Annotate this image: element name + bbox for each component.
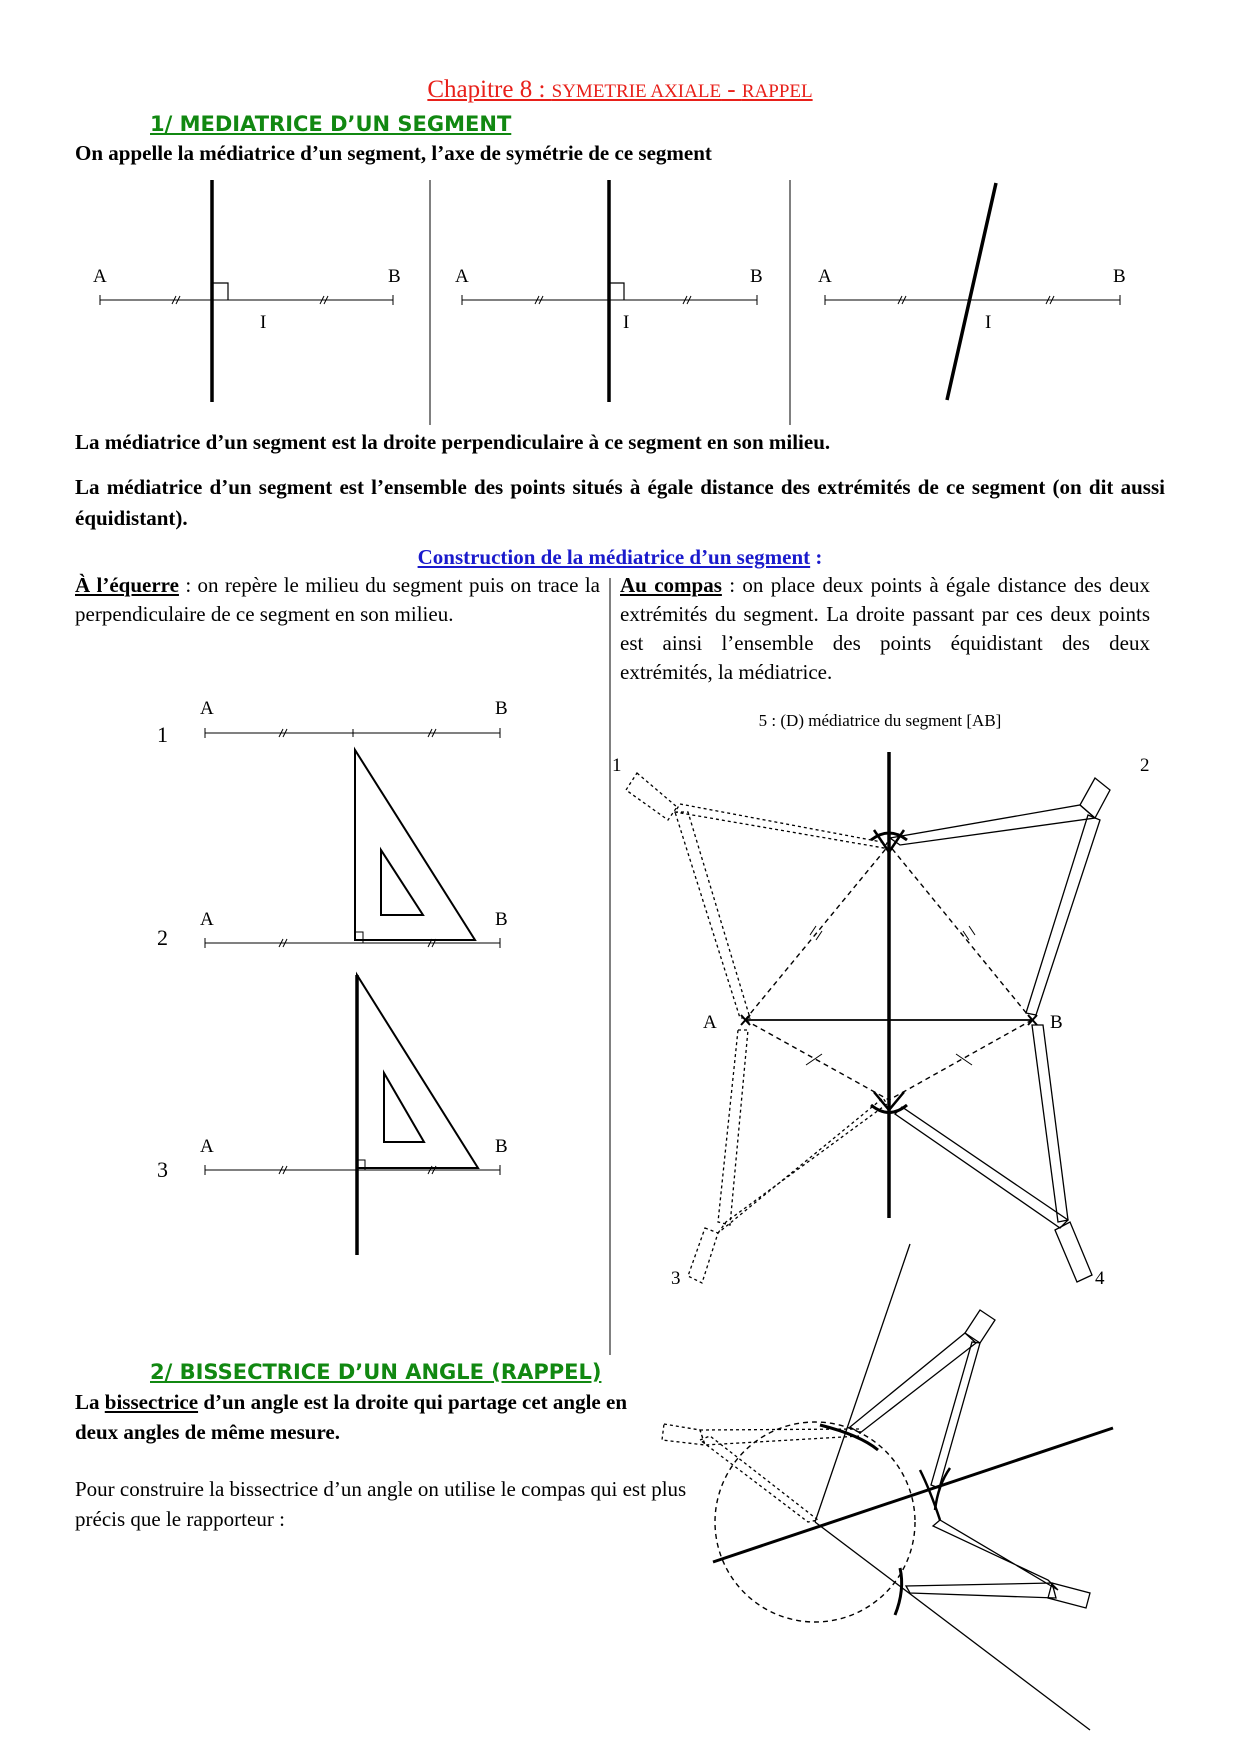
fig1-label-i: I [260, 312, 267, 333]
page-title: Chapitre 8 : SYMETRIE AXIALE - RAPPEL [427, 76, 813, 103]
definition-1: La médiatrice d’un segment est la droite perpendiculaire à ce segment en son milieu. [75, 430, 831, 454]
fig1-label-b: B [388, 266, 401, 287]
definition-2: La médiatrice d’un segment est l’ensemble des points situés à égale distance des extrémités de ce segment (on dit aussi équidistant). [75, 475, 1165, 530]
equerre-2-label-a: A [200, 909, 214, 930]
fig3-label-i: I [985, 312, 992, 333]
construction-heading: Construction de la médiatrice d’un segment : [417, 545, 823, 569]
equerre-3-label-a: A [200, 1136, 214, 1157]
equerre-step-3 [205, 975, 500, 1255]
fig2-label-i: I [623, 312, 630, 333]
bissectrice-method: Pour construire la bissectrice d’un angle on utilise le compas qui est plus précis que le rapporteur : [75, 1477, 687, 1531]
section1-heading: 1/ MEDIATRICE D’UN SEGMENT [150, 112, 512, 136]
fig1-label-a: A [93, 266, 107, 287]
equerre-step-2 [205, 750, 500, 948]
mediatrice-figure-3 [825, 183, 1120, 400]
equerre-paragraph: À l’équerre : on repère le milieu du segment puis on trace la perpendiculaire de ce segment en son milieu. [75, 573, 600, 626]
equerre-1-label-a: A [200, 698, 214, 719]
compas-label-a: A [703, 1012, 717, 1033]
equerre-2-label-b: B [495, 909, 508, 930]
bissectrice-definition: La bissectrice d’un angle est la droite qui partage cet angle en deux angles de même mesure. [75, 1390, 627, 1444]
bissectrice-construction [662, 1244, 1113, 1730]
compas-construction [626, 752, 1110, 1283]
mediatrice-figure-2 [462, 180, 757, 402]
equerre-step-number-3: 3 [157, 1157, 168, 1182]
fig2-label-b: B [750, 266, 763, 287]
compas-caption: 5 : (D) médiatrice du segment [AB] [758, 711, 1002, 730]
compas-paragraph: Au compas : on place deux points à égale distance des deux extrémités du segment. La droite passant par ces deux points est ainsi l’ensemble des points équidistant des deux extrémités, la médiatrice. [620, 573, 1150, 684]
equerre-1-label-b: B [495, 698, 508, 719]
equerre-3-label-b: B [495, 1136, 508, 1157]
fig3-label-b: B [1113, 266, 1126, 287]
fig2-label-a: A [455, 266, 469, 287]
compas-label-b: B [1050, 1012, 1063, 1033]
section2-heading: 2/ BISSECTRICE D’UN ANGLE (RAPPEL) [150, 1360, 602, 1384]
equerre-step-number-2: 2 [157, 925, 168, 950]
compas-step-2: 2 [1140, 755, 1150, 776]
compas-step-3: 3 [671, 1268, 681, 1289]
equerre-step-1 [205, 728, 500, 738]
section1-intro: On appelle la médiatrice d’un segment, l’axe de symétrie de ce segment [75, 141, 712, 165]
mediatrice-figure-1 [100, 180, 393, 402]
compas-step-4: 4 [1095, 1268, 1105, 1289]
compas-step-1: 1 [612, 755, 622, 776]
equerre-step-number-1: 1 [157, 722, 168, 747]
fig3-label-a: A [818, 266, 832, 287]
